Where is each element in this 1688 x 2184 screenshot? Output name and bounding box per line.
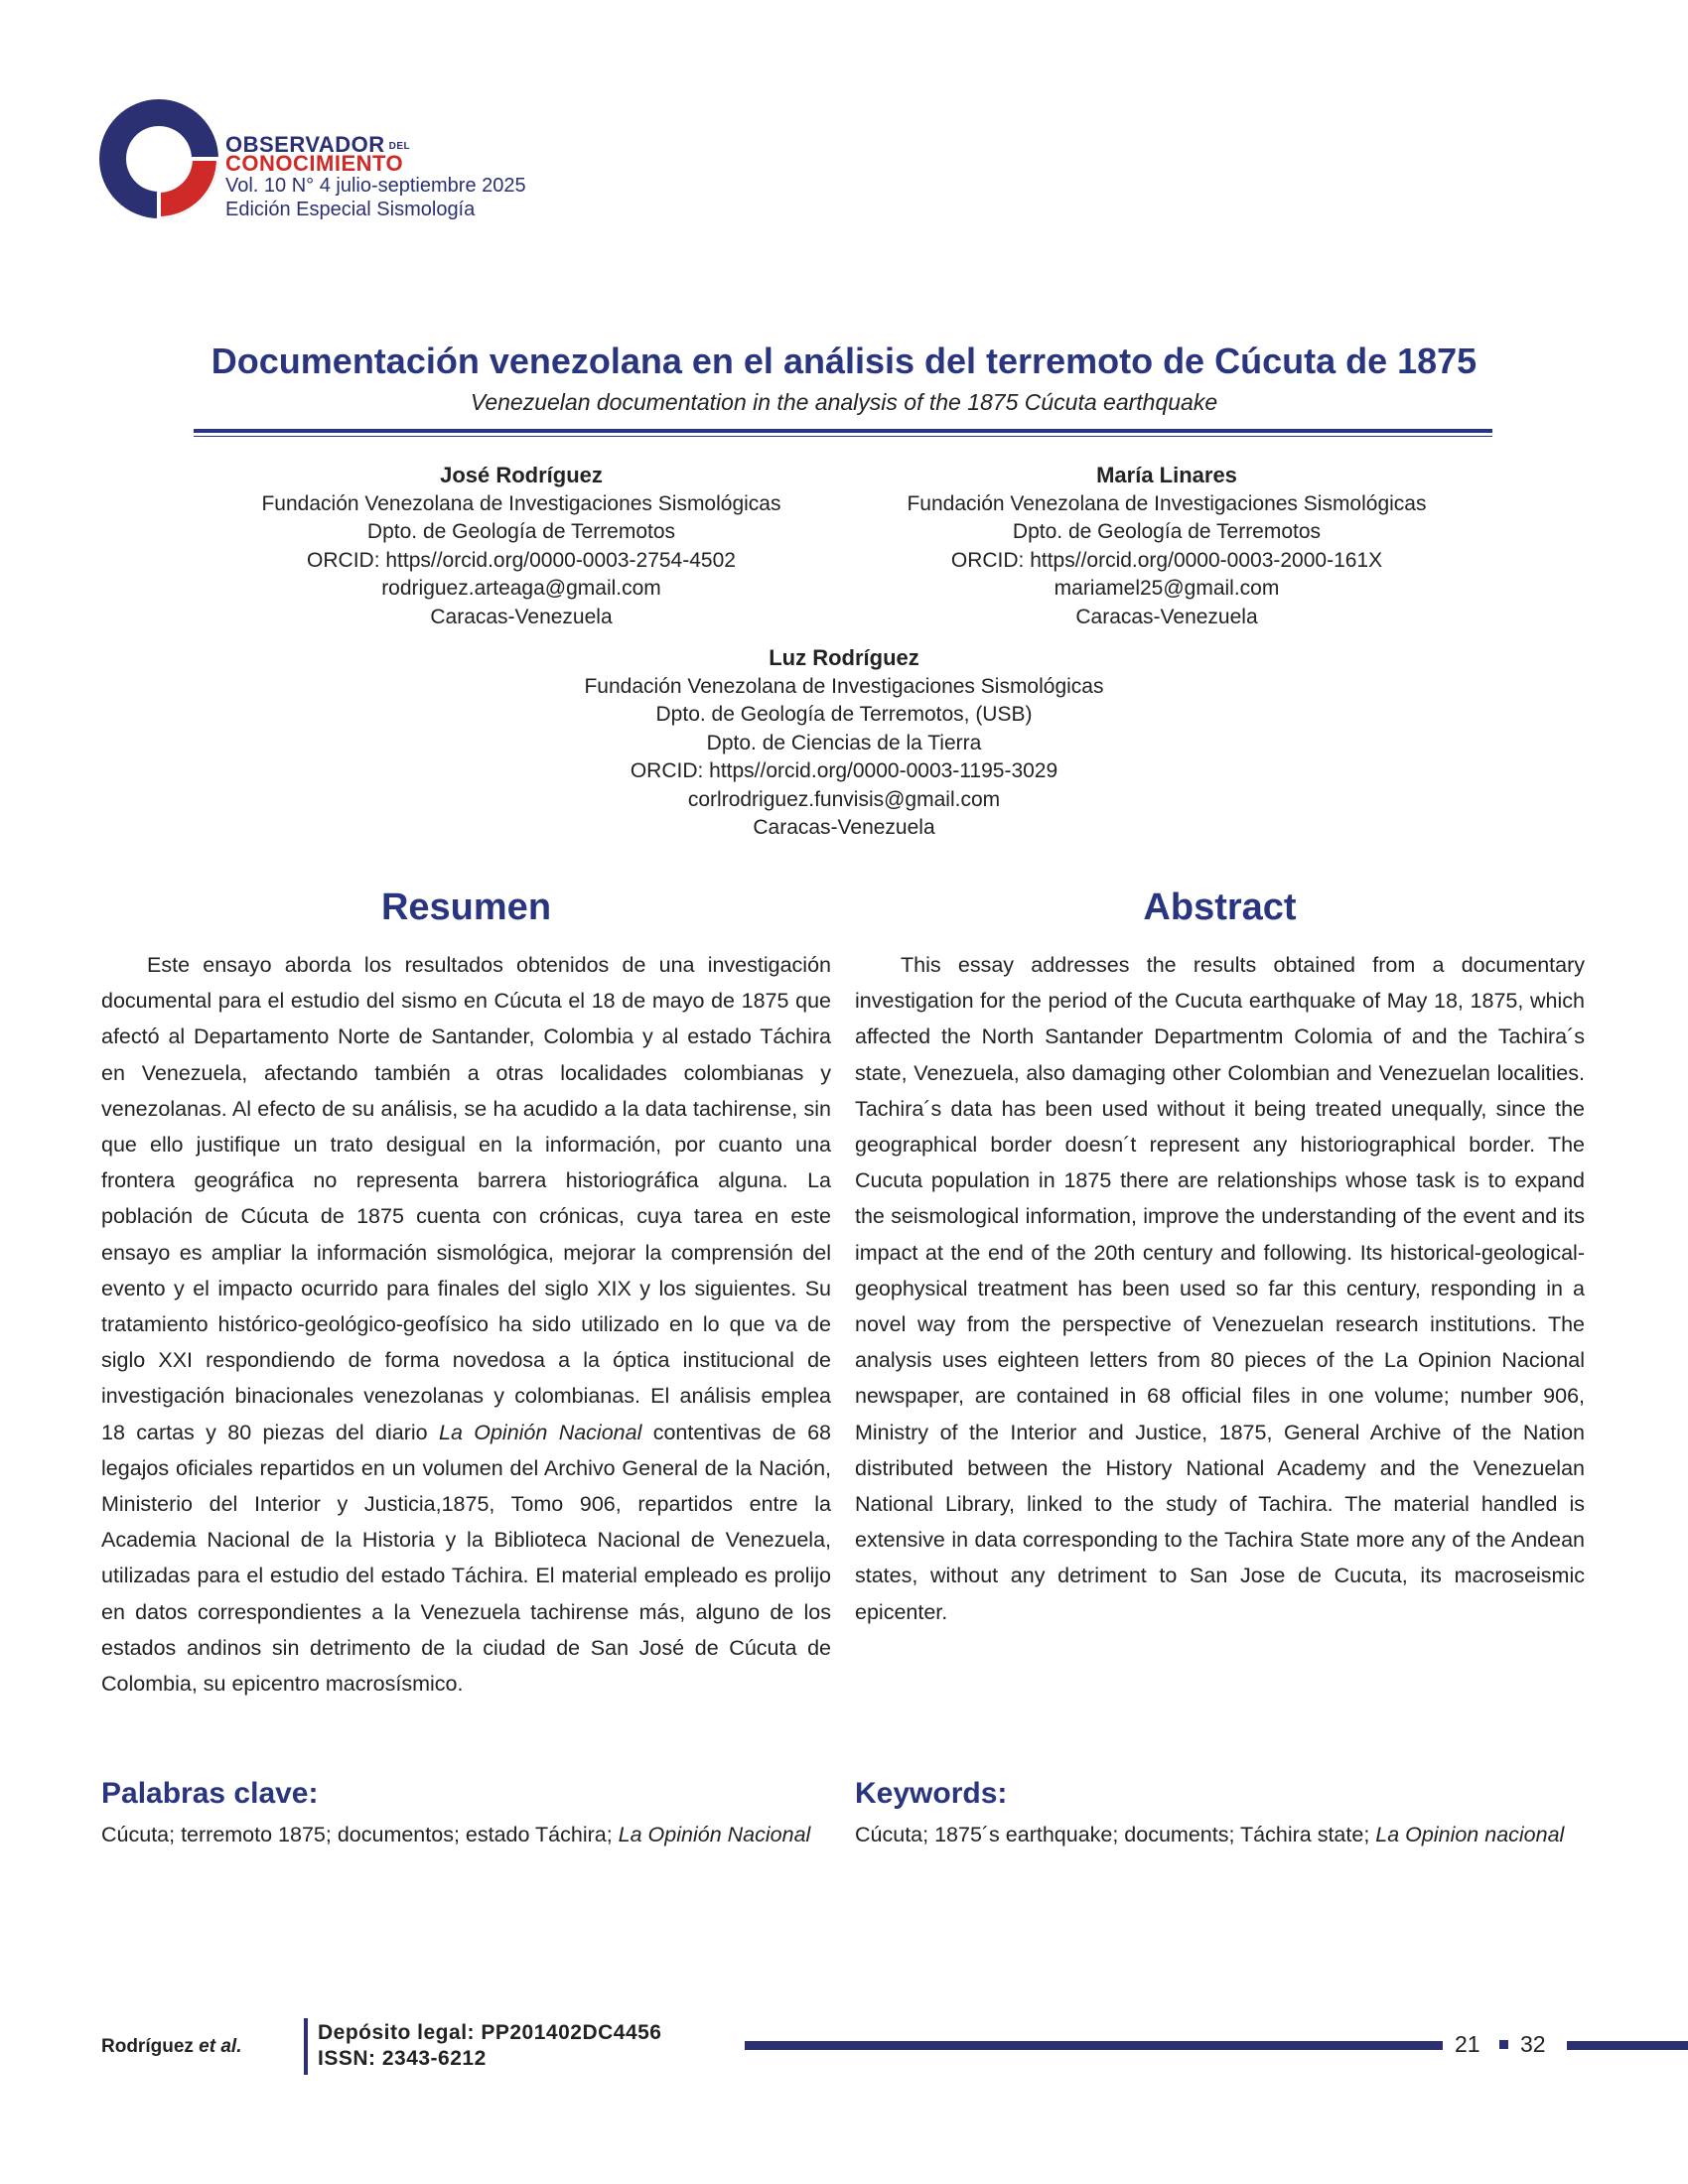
author-department: Dpto. de Geología de Terremotos	[366, 520, 676, 543]
author-email: mariamel25@gmail.com	[1054, 577, 1280, 600]
author-name: Luz Rodríguez	[769, 645, 919, 670]
author-location: Caracas-Venezuela	[753, 816, 935, 839]
issue-info: Vol. 10 N° 4 julio-septiembre 2025	[225, 175, 526, 197]
article-subtitle: Venezuelan documentation in the analysis of the 1875 Cúcuta earthquake	[470, 389, 1218, 415]
journal-name-line1: OBSERVADOR DEL	[225, 132, 411, 157]
resumen-heading: Resumen	[380, 887, 552, 928]
keywords-heading: Keywords:	[855, 1777, 1008, 1810]
keywords-text: Cúcuta; 1875´s earthquake; documents; Táchira state; La Opinion nacional	[855, 1823, 1565, 1846]
author-orcid: ORCID: https//orcid.org/0000-0003-2000-161X	[950, 548, 1383, 572]
author-block	[869, 462, 1465, 631]
author-email: rodriguez.arteaga@gmail.com	[381, 577, 661, 600]
author-affiliation: Fundación Venezolana de Investigaciones Sismológicas	[584, 674, 1104, 698]
author-email: corlrodriguez.funvisis@gmail.com	[687, 787, 1001, 811]
footer-divider	[304, 2018, 308, 2075]
newspaper-title: La Opinión Nacional	[438, 1420, 642, 1444]
title-divider-thin	[194, 436, 1492, 437]
author-location: Caracas-Venezuela	[1075, 605, 1258, 628]
author-name: María Linares	[1096, 463, 1237, 487]
author-block	[223, 462, 819, 631]
author-orcid: ORCID: https//orcid.org/0000-0003-2754-4502	[307, 548, 736, 572]
page-separator-icon	[1499, 2040, 1508, 2049]
footer-rule-end	[1567, 2041, 1688, 2050]
author-name: José Rodríguez	[440, 463, 603, 487]
page-number: 21	[1455, 2031, 1480, 2057]
journal-logo-icon	[99, 99, 218, 218]
abstract-heading: Abstract	[1143, 887, 1297, 928]
author-department: Dpto. de Geología de Terremotos	[1012, 520, 1322, 543]
author-department-2: Dpto. de Ciencias de la Tierra	[706, 731, 982, 754]
author-orcid: ORCID: https//orcid.org/0000-0003-1195-3029	[630, 759, 1058, 782]
footer-rule	[745, 2041, 1443, 2050]
issn: ISSN: 2343-6212	[318, 2047, 487, 2070]
page-total: 32	[1520, 2031, 1546, 2057]
palabras-clave-heading: Palabras clave:	[101, 1777, 319, 1810]
author-affiliation: Fundación Venezolana de Investigaciones Sismológicas	[907, 491, 1427, 515]
abstract-body: This essay addresses the results obtained from a documentary investigation for the period of the Cucuta earthquake of May 18, 1875, which affected the North Santander Departmentm Colomia of and the Tachira´s state, Venezuela, also damaging other Colombian and Venezuelan localities. Tachira´s data has been used without it being treated unequally, since the geographical border doesn´t represent any historiographical border. The Cucuta population in 1875 there are relationships whose task is to expand the seismological information, improve the understanding of the event and its impact at the end of the 20th century and following. Its historical-geological-geophysical treatment has been used so far this century, responding in a novel way from the perspective of Venezuelan research institutions. The analysis uses eighteen letters from 80 pieces of the La Opinion Nacional newspaper, are contained in 68 official files in one volume; number 906, Ministry of the Interior and Justice, 1875, General Archive of the Nation distributed between the History National Academy and the Venezuelan National Library, linked to the study of Tachira. The material handled is extensive in data corresponding to the Tachira State more any of the Andean states, without any detriment to San Jose de Cucuta, its macroseismic epicenter.	[855, 953, 1585, 1624]
legal-deposit: Depósito legal: PP201402DC4456	[318, 2021, 662, 2044]
author-department: Dpto. de Geología de Terremotos, (USB)	[655, 703, 1033, 726]
journal-name-del: DEL	[388, 140, 411, 152]
journal-name-line2: CONOCIMIENTO	[225, 151, 404, 176]
author-affiliation: Fundación Venezolana de Investigaciones Sismológicas	[261, 491, 781, 515]
edition-info: Edición Especial Sismología	[225, 199, 476, 220]
title-divider	[194, 429, 1492, 433]
resumen-body: Este ensayo aborda los resultados obtenidos de una investigación documental para el estudio del sismo en Cúcuta el 18 de mayo de 1875 que afectó al Departamento Norte de Santander, Colombia y al estado Táchira en Venezuela, afectando también a otras localidades colombianas y venezolanas. Al efecto de su análisis, se ha acudido a la data tachirense, sin que ello justifique un trato desigual en la información, por cuanto una frontera geográfica no representa barrera historiográfica alguna. La población de Cúcuta de 1875 cuenta con crónicas, cuya tarea en este ensayo es ampliar la información sismológica, mejorar la comprensión del evento y el impacto ocurrido para finales del siglo XIX y los siguientes. Su tratamiento histórico-geológico-geofísico ha sido utilizado en lo que va de siglo XXI respondiendo de forma novedosa a la óptica institucional de investigación binacionales venezolanas y colombianas. El análisis emplea 18 cartas y 80 piezas del diario La Opinión Nacional contentivas de 68 legajos oficiales repartidos en un volumen del Archivo General de la Nación, Ministerio del Interior y Justicia,1875, Tomo 906, repartidos entre la Academia Nacional de la Historia y la Biblioteca Nacional de Venezuela, utilizadas para el estudio del estado Táchira. El material empleado es prolijo en datos correspondientes a la Venezuela tachirense más, alguno de los estados andinos sin detrimento de la ciudad de San José de Cúcuta de Colombia, su epicentro macrosísmico.	[101, 953, 831, 1697]
author-block	[546, 644, 1142, 843]
article-title: Documentación venezolana en el análisis del terremoto de Cúcuta de 1875	[211, 341, 1477, 381]
palabras-clave-text: Cúcuta; terremoto 1875; documentos; estado Táchira; La Opinión Nacional	[101, 1823, 811, 1846]
author-location: Caracas-Venezuela	[430, 605, 613, 628]
footer-author: Rodríguez et al.	[101, 2036, 242, 2057]
